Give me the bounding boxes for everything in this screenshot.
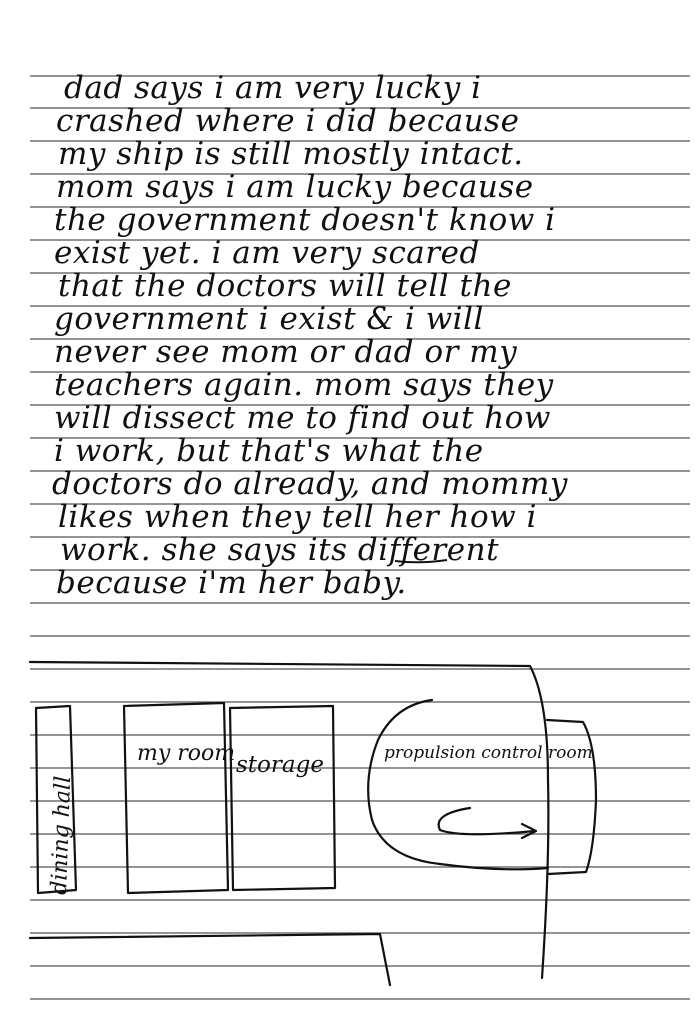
- letter-line: i work, but that's what the: [54, 433, 484, 469]
- ship-hull: [30, 662, 548, 985]
- letter-line: that the doctors will tell the: [58, 268, 512, 304]
- letter-line: work. she says its different: [60, 532, 500, 568]
- letter-line: will dissect me to find out how: [54, 400, 551, 436]
- storage-label: storage: [236, 752, 324, 778]
- letter-line: because i'm her baby.: [56, 565, 407, 601]
- storage-box: [230, 706, 335, 890]
- letter-line: the government doesn't know i: [54, 202, 556, 238]
- my-room-box: [124, 703, 228, 893]
- arrow-icon: [439, 808, 536, 838]
- letter-line: government i exist & i will: [54, 301, 484, 337]
- letter-line: teachers again. mom says they: [54, 367, 554, 403]
- letter-line: mom says i am lucky because: [56, 169, 534, 205]
- dining-hall-label: dining hall: [47, 775, 77, 896]
- letter-line: dad says i am very lucky i: [64, 70, 482, 106]
- propulsion-room-outline: [368, 700, 548, 869]
- letter-line: never see mom or dad or my: [54, 334, 518, 370]
- letter-line: doctors do already, and mommy: [52, 466, 568, 502]
- letter-line: my ship is still mostly intact.: [58, 136, 524, 172]
- propulsion-control-room-label: propulsion control room: [384, 743, 593, 763]
- letter-line: exist yet. i am very scared: [54, 235, 480, 271]
- letter-line: crashed where i did because: [56, 103, 520, 139]
- letter-line: likes when they tell her how i: [58, 499, 537, 535]
- my-room-label: my room: [137, 741, 236, 766]
